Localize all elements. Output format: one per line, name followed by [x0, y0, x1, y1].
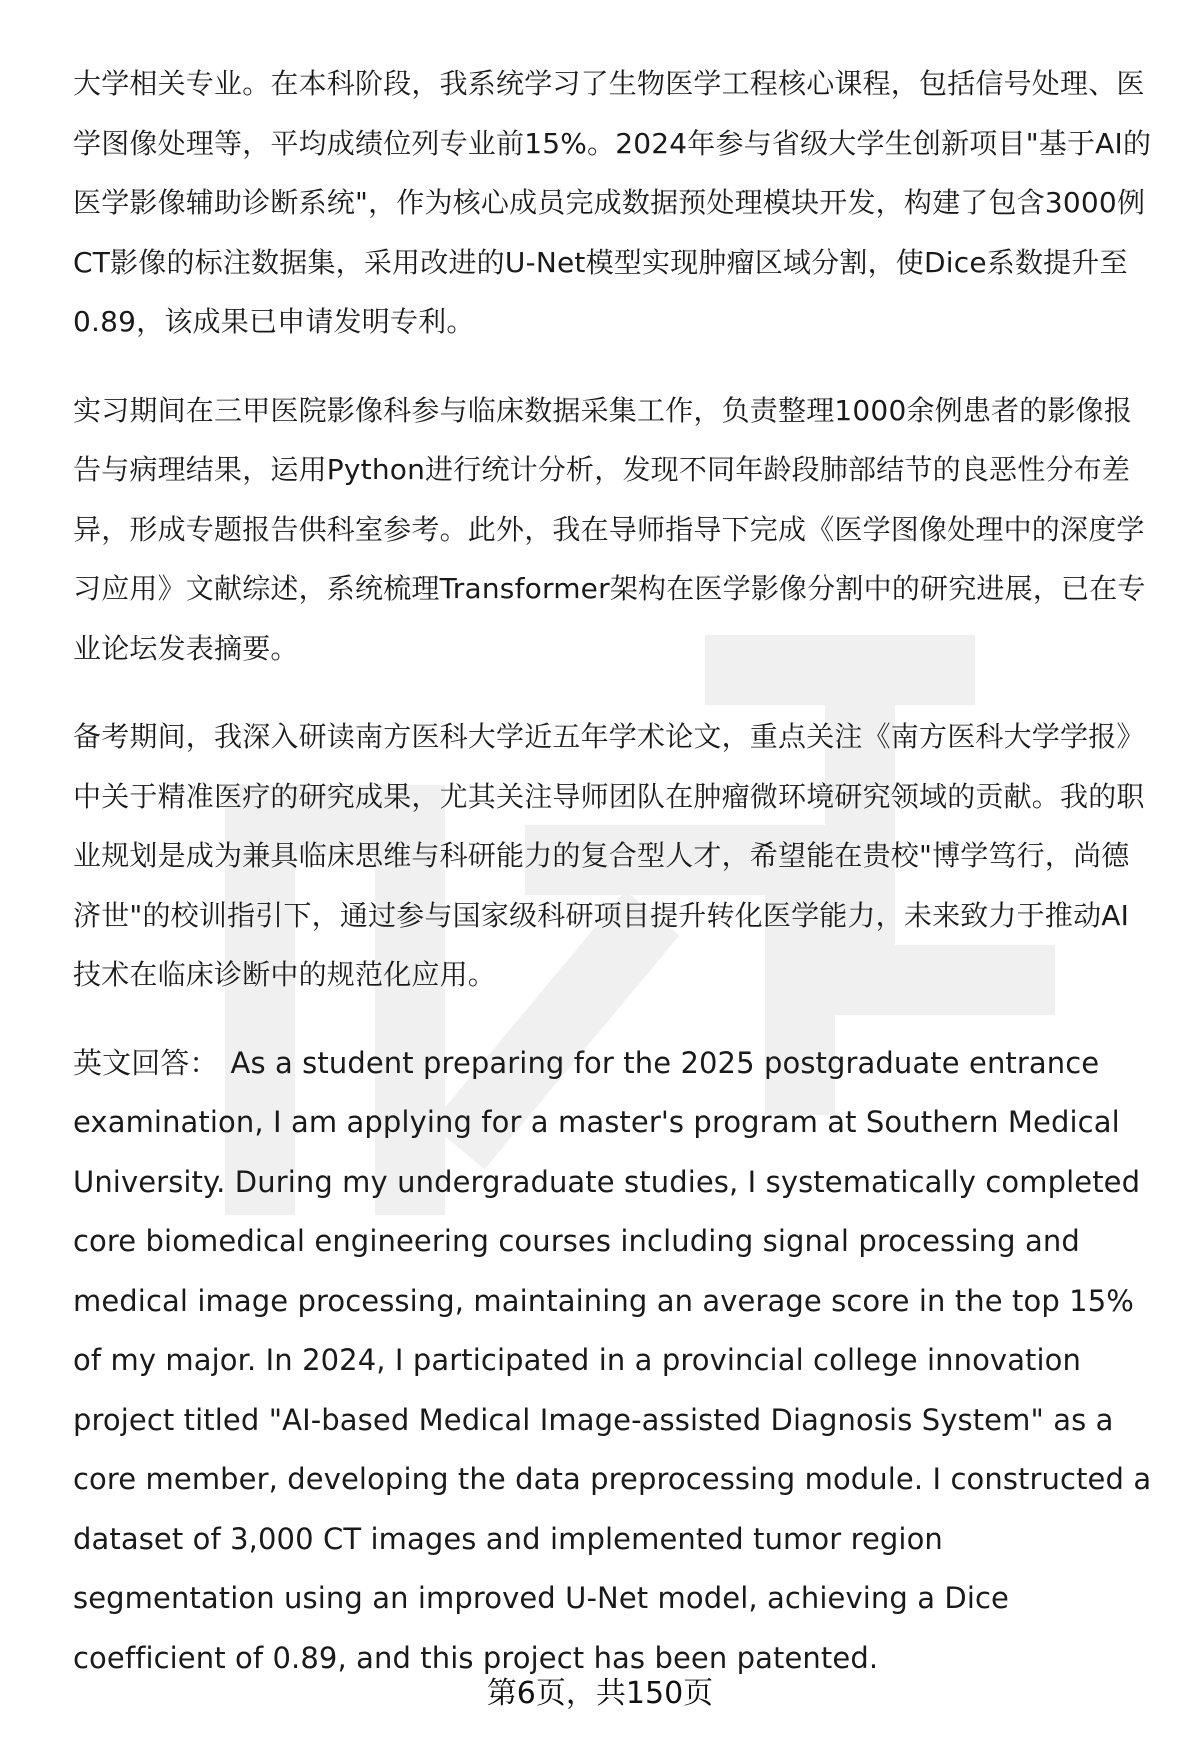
paragraph-academic-background: 大学相关专业。在本科阶段，我系统学习了生物医学工程核心课程，包括信号处理、医学图像处理等，平均成绩位列专业前15%。2024年参与省级大学生创新项目"基于AI的医学影像辅助诊断系统"，作为核心成员完成数据预处理模块开发，构建了包含3000例CT影像的标注数据集，采用改进的U-Net模型实现肿瘤区域分割，使Dice系数提升至0.89，该成果已申请发明专利。: [73, 67, 1152, 338]
english-answer-text: As a student preparing for the 2025 postgraduate entrance examination, I am applying for a master's program at Southern Medical University. During my undergraduate studies, I systematically completed core biomedical engineering courses including signal processing and medical image processing, maintaining an average score in the top 15% of my major. In 2024, I participated in a provincial college innovation project titled "AI-based Medical Image-assisted Diagnosis System" as a core member, developing the data preprocessing module. I constructed a dataset of 3,000 CT images and implemented tumor region segmentation using an improved U-Net model, achieving a Dice coefficient of 0.89, and this project has been patented.: [73, 1045, 1152, 1675]
english-answer-label: 英文回答：: [73, 1045, 219, 1080]
paragraph-internship: 实习期间在三甲医院影像科参与临床数据采集工作，负责整理1000余例患者的影像报告与病理结果，运用Python进行统计分析，发现不同年龄段肺部结节的良恶性分布差异，形成专题报告供科室参考。此外，我在导师指导下完成《医学图像处理中的深度学习应用》文献综述，系统梳理Transformer架构在医学影像分割中的研究进展，已在专业论坛发表摘要。: [73, 393, 1146, 665]
paragraph-english-answer: [73, 1034, 1153, 1689]
document-body: [73, 54, 1153, 1717]
page-indicator: 第6页，共150页: [486, 1676, 714, 1711]
paragraph-exam-preparation: 备考期间，我深入研读南方医科大学近五年学术论文，重点关注《南方医科大学学报》中关于精准医疗的研究成果，尤其关注导师团队在肿瘤微环境研究领域的贡献。我的职业规划是成为兼具临床思维与科研能力的复合型人才，希望能在贵校"博学笃行，尚德济世"的校训指引下，通过参与国家级科研项目提升转化医学能力，未来致力于推动AI技术在临床诊断中的规范化应用。: [73, 720, 1145, 991]
